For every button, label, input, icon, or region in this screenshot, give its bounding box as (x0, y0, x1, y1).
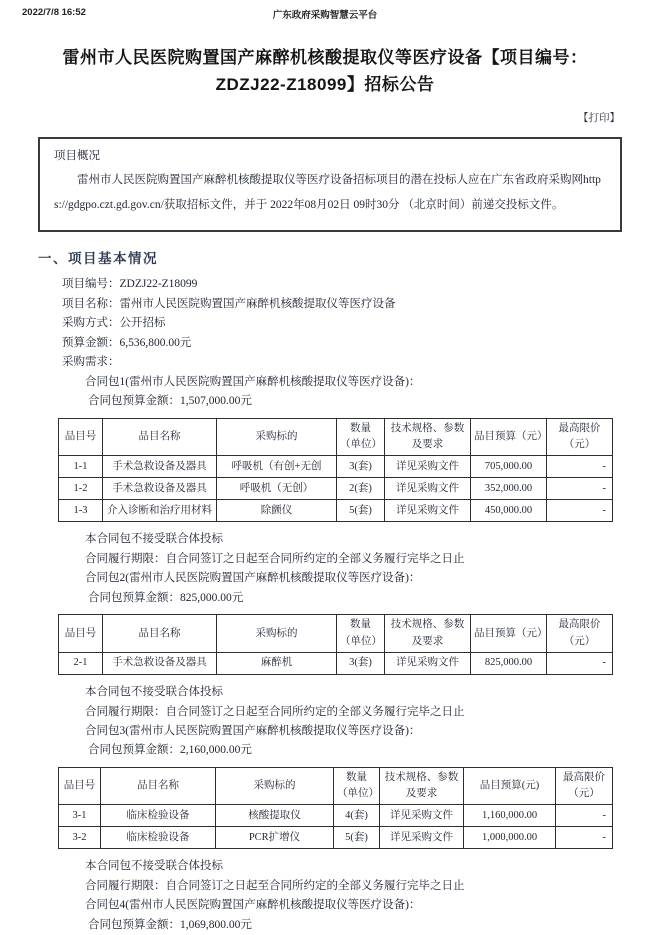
field-value: ZDZJ22-Z18099 (119, 278, 198, 291)
cell-spec: 详见采购文件 (385, 500, 471, 522)
column-header: 数量（单位） (334, 767, 380, 805)
cell-quantity: 5(套) (337, 500, 385, 522)
platform-title: 广东政府采购智慧云平台 (272, 10, 378, 21)
print-button[interactable]: 【打印】 (578, 113, 620, 125)
info-line-budget-amount (62, 334, 650, 354)
column-header: 品目名称 (101, 767, 216, 805)
package-3-budget (88, 741, 650, 761)
column-header: 采购标的 (217, 615, 337, 653)
cell-quantity: 3(套) (337, 456, 385, 478)
package-1-note-joint-bidding: 本合同包不接受联合体投标 (85, 533, 223, 546)
column-header: 品目号 (59, 767, 101, 805)
cell-spec: 详见采购文件 (385, 478, 471, 500)
package-1-block (0, 373, 650, 570)
column-header: 品目预算(元) (464, 767, 556, 805)
budget-value: 825,000.00元 (180, 591, 244, 604)
cell-budget: 450,000.00 (471, 500, 547, 522)
table-row (59, 478, 613, 500)
table-row (59, 827, 613, 849)
package-3-note-performance-period: 合同履行期限：自合同签订之日起至合同所约定的全部义务履行完毕之日止 (85, 880, 465, 893)
cell-subject: 麻醉机 (217, 652, 337, 674)
column-header: 数量（单位） (337, 615, 385, 653)
field-value: 公开招标 (119, 317, 166, 330)
table-row (59, 652, 613, 674)
cell-item-name: 手术急救设备及器具 (103, 478, 217, 500)
cell-price-cap: - (547, 500, 613, 522)
page-title: 雷州市人民医院购置国产麻醉机核酸提取仪等医疗设备【项目编号：ZDZJ22-Z18099】招标公告 (62, 48, 588, 95)
cell-price-cap: - (556, 805, 613, 827)
cell-subject: PCR扩增仪 (216, 827, 334, 849)
basic-info-list (62, 275, 650, 373)
package-2-note-performance-period: 合同履行期限：自合同签订之日起至合同所约定的全部义务履行完毕之日止 (85, 705, 465, 718)
cell-quantity: 4(套) (334, 805, 380, 827)
project-overview-box (38, 137, 622, 232)
cell-budget: 1,160,000.00 (464, 805, 556, 827)
column-header: 数量（单位） (337, 418, 385, 456)
cell-price-cap: - (547, 652, 613, 674)
column-header: 品目号 (59, 418, 103, 456)
project-overview-text: 雷州市人民医院购置国产麻醉机核酸提取仪等医疗设备招标项目的潜在投标人应在广东省政府采购网https://gdgpo.czt.gd.gov.cn/获取招标文件，并于 2022年08月02日 09时30分 （北京时间）前递交投标文件。 (54, 174, 601, 212)
print-timestamp: 2022/7/8 16:52 (22, 7, 86, 18)
column-header: 品目预算（元） (471, 418, 547, 456)
budget-value: 2,160,000.00元 (180, 744, 252, 757)
budget-value: 1,507,000.00元 (180, 395, 252, 408)
info-line-project-name (62, 295, 650, 315)
package-4-title: 合同包4(雷州市人民医院购置国产麻醉机核酸提取仪等医疗设备)： (85, 899, 421, 912)
package-2-table (58, 614, 613, 675)
package-2-title: 合同包2(雷州市人民医院购置国产麻醉机核酸提取仪等医疗设备)： (85, 572, 421, 585)
cell-spec: 详见采购文件 (385, 456, 471, 478)
package-3-title: 合同包3(雷州市人民医院购置国产麻醉机核酸提取仪等医疗设备)： (85, 724, 421, 737)
column-header: 最高限价（元） (556, 767, 613, 805)
column-header: 技术规格、参数及要求 (385, 418, 471, 456)
info-line-procurement-demand (62, 353, 650, 373)
field-value: 雷州市人民医院购置国产麻醉机核酸提取仪等医疗设备 (119, 297, 396, 310)
cell-item-no: 3-2 (59, 827, 101, 849)
column-header: 技术规格、参数及要求 (385, 615, 471, 653)
cell-spec: 详见采购文件 (380, 805, 464, 827)
field-label: 预算金额： (62, 336, 120, 349)
package-1-note-performance-period: 合同履行期限：自合同签订之日起至合同所约定的全部义务履行完毕之日止 (85, 553, 465, 566)
budget-label: 合同包预算金额： (88, 744, 180, 757)
table-header-row (59, 615, 613, 653)
cell-item-no: 1-2 (59, 478, 103, 500)
package-3-note-joint-bidding: 本合同包不接受联合体投标 (85, 860, 223, 873)
budget-label: 合同包预算金额： (88, 591, 180, 604)
column-header: 最高限价（元） (547, 418, 613, 456)
package-2-block (0, 569, 650, 722)
cell-item-name: 手术急救设备及器具 (103, 652, 217, 674)
column-header: 品目号 (59, 615, 103, 653)
cell-quantity: 3(套) (337, 652, 385, 674)
cell-spec: 详见采购文件 (380, 827, 464, 849)
page-header (0, 0, 650, 22)
cell-item-name: 手术急救设备及器具 (103, 456, 217, 478)
cell-item-no: 1-3 (59, 500, 103, 522)
package-4-block (0, 896, 650, 935)
cell-price-cap: - (547, 478, 613, 500)
cell-budget: 1,000,000.00 (464, 827, 556, 849)
field-label: 项目名称： (62, 297, 120, 310)
cell-item-no: 2-1 (59, 652, 103, 674)
field-label: 采购需求： (62, 356, 120, 369)
package-1-budget (88, 392, 650, 412)
cell-budget: 825,000.00 (471, 652, 547, 674)
column-header: 技术规格、参数及要求 (380, 767, 464, 805)
cell-subject: 呼吸机（有创+无创 (217, 456, 337, 478)
table-row (59, 456, 613, 478)
budget-value: 1,069,800.00元 (180, 918, 252, 931)
project-overview-label: 项目概况 (54, 150, 100, 163)
section-heading-basic-info: 一、项目基本情况 (38, 251, 158, 267)
cell-item-name: 介入诊断和治疗用材料 (103, 500, 217, 522)
cell-subject: 核酸提取仪 (216, 805, 334, 827)
package-1-table (58, 418, 613, 523)
cell-subject: 除颤仪 (217, 500, 337, 522)
cell-price-cap: - (556, 827, 613, 849)
column-header: 采购标的 (217, 418, 337, 456)
table-header-row (59, 418, 613, 456)
column-header: 品目名称 (103, 615, 217, 653)
column-header: 品目名称 (103, 418, 217, 456)
table-row (59, 500, 613, 522)
cell-item-name: 临床检验设备 (101, 805, 216, 827)
cell-price-cap: - (547, 456, 613, 478)
table-row (59, 805, 613, 827)
column-header: 采购标的 (216, 767, 334, 805)
field-label: 采购方式： (62, 317, 120, 330)
package-3-table (58, 767, 613, 850)
cell-budget: 352,000.00 (471, 478, 547, 500)
table-header-row (59, 767, 613, 805)
package-1-title: 合同包1(雷州市人民医院购置国产麻醉机核酸提取仪等医疗设备)： (85, 375, 421, 388)
package-3-block (0, 722, 650, 897)
print-row (0, 110, 620, 125)
cell-item-name: 临床检验设备 (101, 827, 216, 849)
cell-budget: 705,000.00 (471, 456, 547, 478)
info-line-procurement-method (62, 314, 650, 334)
cell-spec: 详见采购文件 (385, 652, 471, 674)
cell-quantity: 5(套) (334, 827, 380, 849)
package-4-budget (88, 916, 650, 935)
package-2-note-joint-bidding: 本合同包不接受联合体投标 (85, 685, 223, 698)
package-2-budget (88, 589, 650, 609)
cell-subject: 呼吸机（无创） (217, 478, 337, 500)
cell-quantity: 2(套) (337, 478, 385, 500)
column-header: 最高限价（元） (547, 615, 613, 653)
cell-item-no: 3-1 (59, 805, 101, 827)
field-label: 项目编号： (62, 278, 120, 291)
field-value: 6,536,800.00元 (119, 336, 192, 349)
budget-label: 合同包预算金额： (88, 395, 180, 408)
info-line-project-number (62, 275, 650, 295)
cell-item-no: 1-1 (59, 456, 103, 478)
column-header: 品目预算（元） (471, 615, 547, 653)
budget-label: 合同包预算金额： (88, 918, 180, 931)
